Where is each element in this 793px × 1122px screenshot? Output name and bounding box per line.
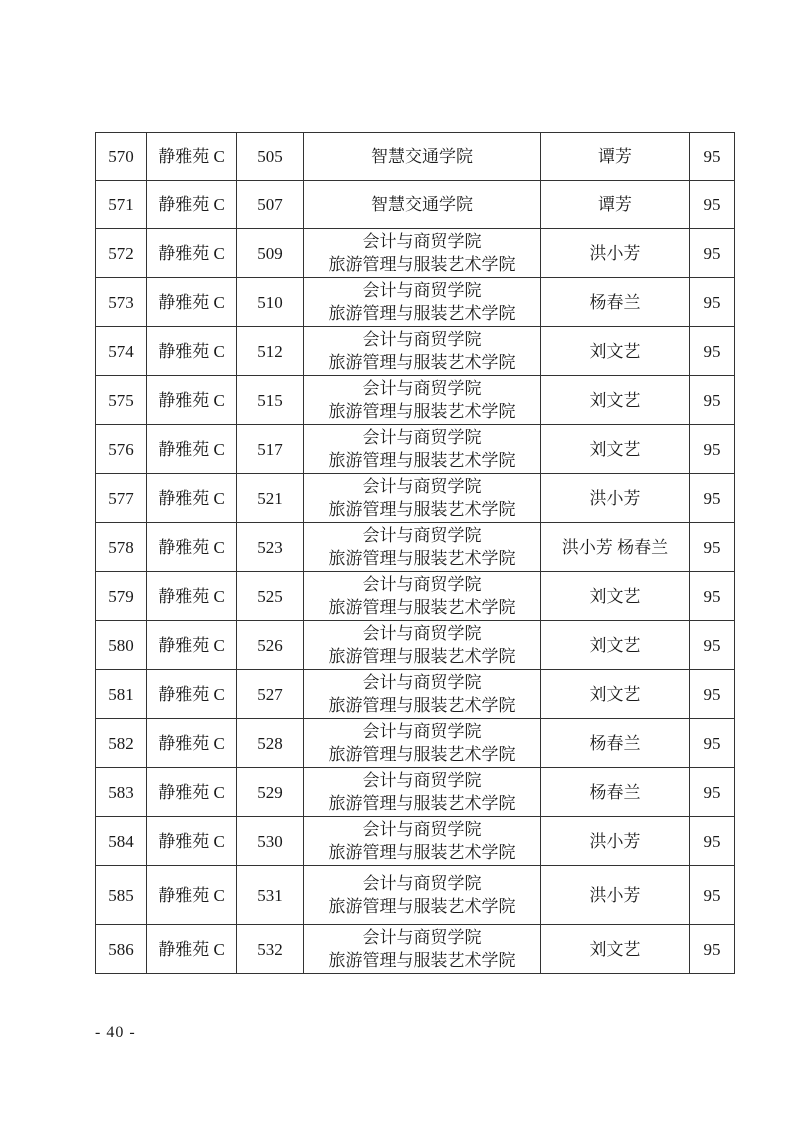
cell-score: 95 bbox=[690, 133, 735, 181]
cell-staff: 谭芳 bbox=[541, 181, 690, 229]
cell-building: 静雅苑 C bbox=[147, 817, 237, 866]
cell-college bbox=[304, 229, 541, 278]
table-row bbox=[96, 670, 735, 719]
college-line: 旅游管理与服装艺术学院 bbox=[328, 255, 516, 274]
cell-number: 581 bbox=[96, 670, 147, 719]
cell-score: 95 bbox=[690, 474, 735, 523]
cell-staff: 刘文艺 bbox=[541, 572, 690, 621]
college-line: 旅游管理与服装艺术学院 bbox=[328, 951, 516, 970]
college-line: 旅游管理与服装艺术学院 bbox=[328, 451, 516, 470]
college-line: 会计与商贸学院 bbox=[362, 874, 482, 893]
cell-staff: 洪小芳 bbox=[541, 817, 690, 866]
cell-college bbox=[304, 181, 541, 229]
cell-building: 静雅苑 C bbox=[147, 327, 237, 376]
table-row bbox=[96, 278, 735, 327]
cell-number: 571 bbox=[96, 181, 147, 229]
cell-building: 静雅苑 C bbox=[147, 229, 237, 278]
cell-room: 507 bbox=[237, 181, 304, 229]
cell-college bbox=[304, 572, 541, 621]
cell-college bbox=[304, 866, 541, 925]
cell-building: 静雅苑 C bbox=[147, 181, 237, 229]
cell-college bbox=[304, 425, 541, 474]
cell-room: 530 bbox=[237, 817, 304, 866]
cell-score: 95 bbox=[690, 229, 735, 278]
cell-score: 95 bbox=[690, 181, 735, 229]
cell-building: 静雅苑 C bbox=[147, 278, 237, 327]
cell-score: 95 bbox=[690, 376, 735, 425]
cell-staff: 杨春兰 bbox=[541, 719, 690, 768]
cell-staff: 洪小芳 bbox=[541, 474, 690, 523]
table-row bbox=[96, 474, 735, 523]
college-line: 会计与商贸学院 bbox=[362, 771, 482, 790]
table-row bbox=[96, 425, 735, 474]
cell-number: 578 bbox=[96, 523, 147, 572]
cell-staff: 刘文艺 bbox=[541, 621, 690, 670]
cell-college bbox=[304, 621, 541, 670]
table-row bbox=[96, 925, 735, 974]
table-row bbox=[96, 229, 735, 278]
cell-room: 505 bbox=[237, 133, 304, 181]
cell-college bbox=[304, 925, 541, 974]
cell-score: 95 bbox=[690, 278, 735, 327]
cell-number: 572 bbox=[96, 229, 147, 278]
cell-staff: 刘文艺 bbox=[541, 925, 690, 974]
cell-staff: 谭芳 bbox=[541, 133, 690, 181]
cell-college bbox=[304, 133, 541, 181]
table-row bbox=[96, 133, 735, 181]
cell-room: 529 bbox=[237, 768, 304, 817]
college-line: 旅游管理与服装艺术学院 bbox=[328, 598, 516, 617]
cell-building: 静雅苑 C bbox=[147, 621, 237, 670]
cell-building: 静雅苑 C bbox=[147, 719, 237, 768]
table-row bbox=[96, 719, 735, 768]
college-line: 旅游管理与服装艺术学院 bbox=[328, 794, 516, 813]
college-line: 会计与商贸学院 bbox=[362, 526, 482, 545]
cell-college bbox=[304, 523, 541, 572]
cell-number: 579 bbox=[96, 572, 147, 621]
cell-college bbox=[304, 817, 541, 866]
cell-college bbox=[304, 278, 541, 327]
cell-college bbox=[304, 719, 541, 768]
cell-number: 577 bbox=[96, 474, 147, 523]
cell-staff: 刘文艺 bbox=[541, 670, 690, 719]
cell-room: 528 bbox=[237, 719, 304, 768]
cell-number: 576 bbox=[96, 425, 147, 474]
cell-number: 573 bbox=[96, 278, 147, 327]
cell-staff: 洪小芳 bbox=[541, 866, 690, 925]
cell-room: 515 bbox=[237, 376, 304, 425]
cell-room: 526 bbox=[237, 621, 304, 670]
cell-number: 586 bbox=[96, 925, 147, 974]
college-line: 会计与商贸学院 bbox=[362, 477, 482, 496]
college-line: 会计与商贸学院 bbox=[362, 722, 482, 741]
cell-number: 580 bbox=[96, 621, 147, 670]
table-row bbox=[96, 181, 735, 229]
cell-staff: 洪小芳 杨春兰 bbox=[541, 523, 690, 572]
college-line: 会计与商贸学院 bbox=[362, 232, 482, 251]
college-line: 旅游管理与服装艺术学院 bbox=[328, 745, 516, 764]
cell-score: 95 bbox=[690, 719, 735, 768]
dormitory-score-table bbox=[95, 132, 735, 974]
cell-score: 95 bbox=[690, 425, 735, 474]
college-line: 旅游管理与服装艺术学院 bbox=[328, 549, 516, 568]
cell-score: 95 bbox=[690, 327, 735, 376]
cell-college bbox=[304, 670, 541, 719]
cell-building: 静雅苑 C bbox=[147, 425, 237, 474]
cell-room: 517 bbox=[237, 425, 304, 474]
cell-staff: 刘文艺 bbox=[541, 327, 690, 376]
table-row bbox=[96, 621, 735, 670]
cell-room: 512 bbox=[237, 327, 304, 376]
cell-score: 95 bbox=[690, 621, 735, 670]
college-line: 会计与商贸学院 bbox=[362, 624, 482, 643]
college-line: 旅游管理与服装艺术学院 bbox=[328, 353, 516, 372]
college-line: 智慧交通学院 bbox=[371, 147, 473, 166]
cell-number: 575 bbox=[96, 376, 147, 425]
table-row bbox=[96, 572, 735, 621]
cell-college bbox=[304, 327, 541, 376]
college-line: 智慧交通学院 bbox=[371, 195, 473, 214]
cell-number: 570 bbox=[96, 133, 147, 181]
college-line: 旅游管理与服装艺术学院 bbox=[328, 304, 516, 323]
college-line: 会计与商贸学院 bbox=[362, 673, 482, 692]
table-row bbox=[96, 768, 735, 817]
cell-building: 静雅苑 C bbox=[147, 768, 237, 817]
college-line: 旅游管理与服装艺术学院 bbox=[328, 897, 516, 916]
cell-room: 532 bbox=[237, 925, 304, 974]
cell-number: 584 bbox=[96, 817, 147, 866]
cell-building: 静雅苑 C bbox=[147, 523, 237, 572]
cell-college bbox=[304, 376, 541, 425]
cell-number: 582 bbox=[96, 719, 147, 768]
cell-staff: 杨春兰 bbox=[541, 768, 690, 817]
cell-number: 585 bbox=[96, 866, 147, 925]
cell-score: 95 bbox=[690, 866, 735, 925]
table-body bbox=[96, 133, 735, 974]
college-line: 会计与商贸学院 bbox=[362, 928, 482, 947]
cell-score: 95 bbox=[690, 817, 735, 866]
table-row bbox=[96, 523, 735, 572]
cell-score: 95 bbox=[690, 572, 735, 621]
cell-score: 95 bbox=[690, 523, 735, 572]
cell-staff: 刘文艺 bbox=[541, 376, 690, 425]
college-line: 会计与商贸学院 bbox=[362, 330, 482, 349]
cell-building: 静雅苑 C bbox=[147, 670, 237, 719]
cell-score: 95 bbox=[690, 768, 735, 817]
table-row bbox=[96, 327, 735, 376]
table-row bbox=[96, 866, 735, 925]
cell-college bbox=[304, 474, 541, 523]
college-line: 会计与商贸学院 bbox=[362, 575, 482, 594]
college-line: 会计与商贸学院 bbox=[362, 281, 482, 300]
cell-room: 523 bbox=[237, 523, 304, 572]
page-number: - 40 - bbox=[95, 1024, 136, 1041]
cell-room: 510 bbox=[237, 278, 304, 327]
cell-building: 静雅苑 C bbox=[147, 866, 237, 925]
cell-building: 静雅苑 C bbox=[147, 474, 237, 523]
cell-staff: 洪小芳 bbox=[541, 229, 690, 278]
table-row bbox=[96, 376, 735, 425]
table-row bbox=[96, 817, 735, 866]
cell-room: 527 bbox=[237, 670, 304, 719]
cell-number: 583 bbox=[96, 768, 147, 817]
cell-building: 静雅苑 C bbox=[147, 376, 237, 425]
cell-room: 521 bbox=[237, 474, 304, 523]
college-line: 旅游管理与服装艺术学院 bbox=[328, 696, 516, 715]
college-line: 会计与商贸学院 bbox=[362, 379, 482, 398]
college-line: 会计与商贸学院 bbox=[362, 820, 482, 839]
cell-room: 531 bbox=[237, 866, 304, 925]
cell-college bbox=[304, 768, 541, 817]
cell-room: 525 bbox=[237, 572, 304, 621]
cell-building: 静雅苑 C bbox=[147, 133, 237, 181]
college-line: 会计与商贸学院 bbox=[362, 428, 482, 447]
cell-score: 95 bbox=[690, 925, 735, 974]
college-line: 旅游管理与服装艺术学院 bbox=[328, 402, 516, 421]
college-line: 旅游管理与服装艺术学院 bbox=[328, 647, 516, 666]
college-line: 旅游管理与服装艺术学院 bbox=[328, 500, 516, 519]
cell-building: 静雅苑 C bbox=[147, 572, 237, 621]
cell-staff: 杨春兰 bbox=[541, 278, 690, 327]
cell-staff: 刘文艺 bbox=[541, 425, 690, 474]
cell-room: 509 bbox=[237, 229, 304, 278]
cell-score: 95 bbox=[690, 670, 735, 719]
cell-number: 574 bbox=[96, 327, 147, 376]
college-line: 旅游管理与服装艺术学院 bbox=[328, 843, 516, 862]
cell-building: 静雅苑 C bbox=[147, 925, 237, 974]
